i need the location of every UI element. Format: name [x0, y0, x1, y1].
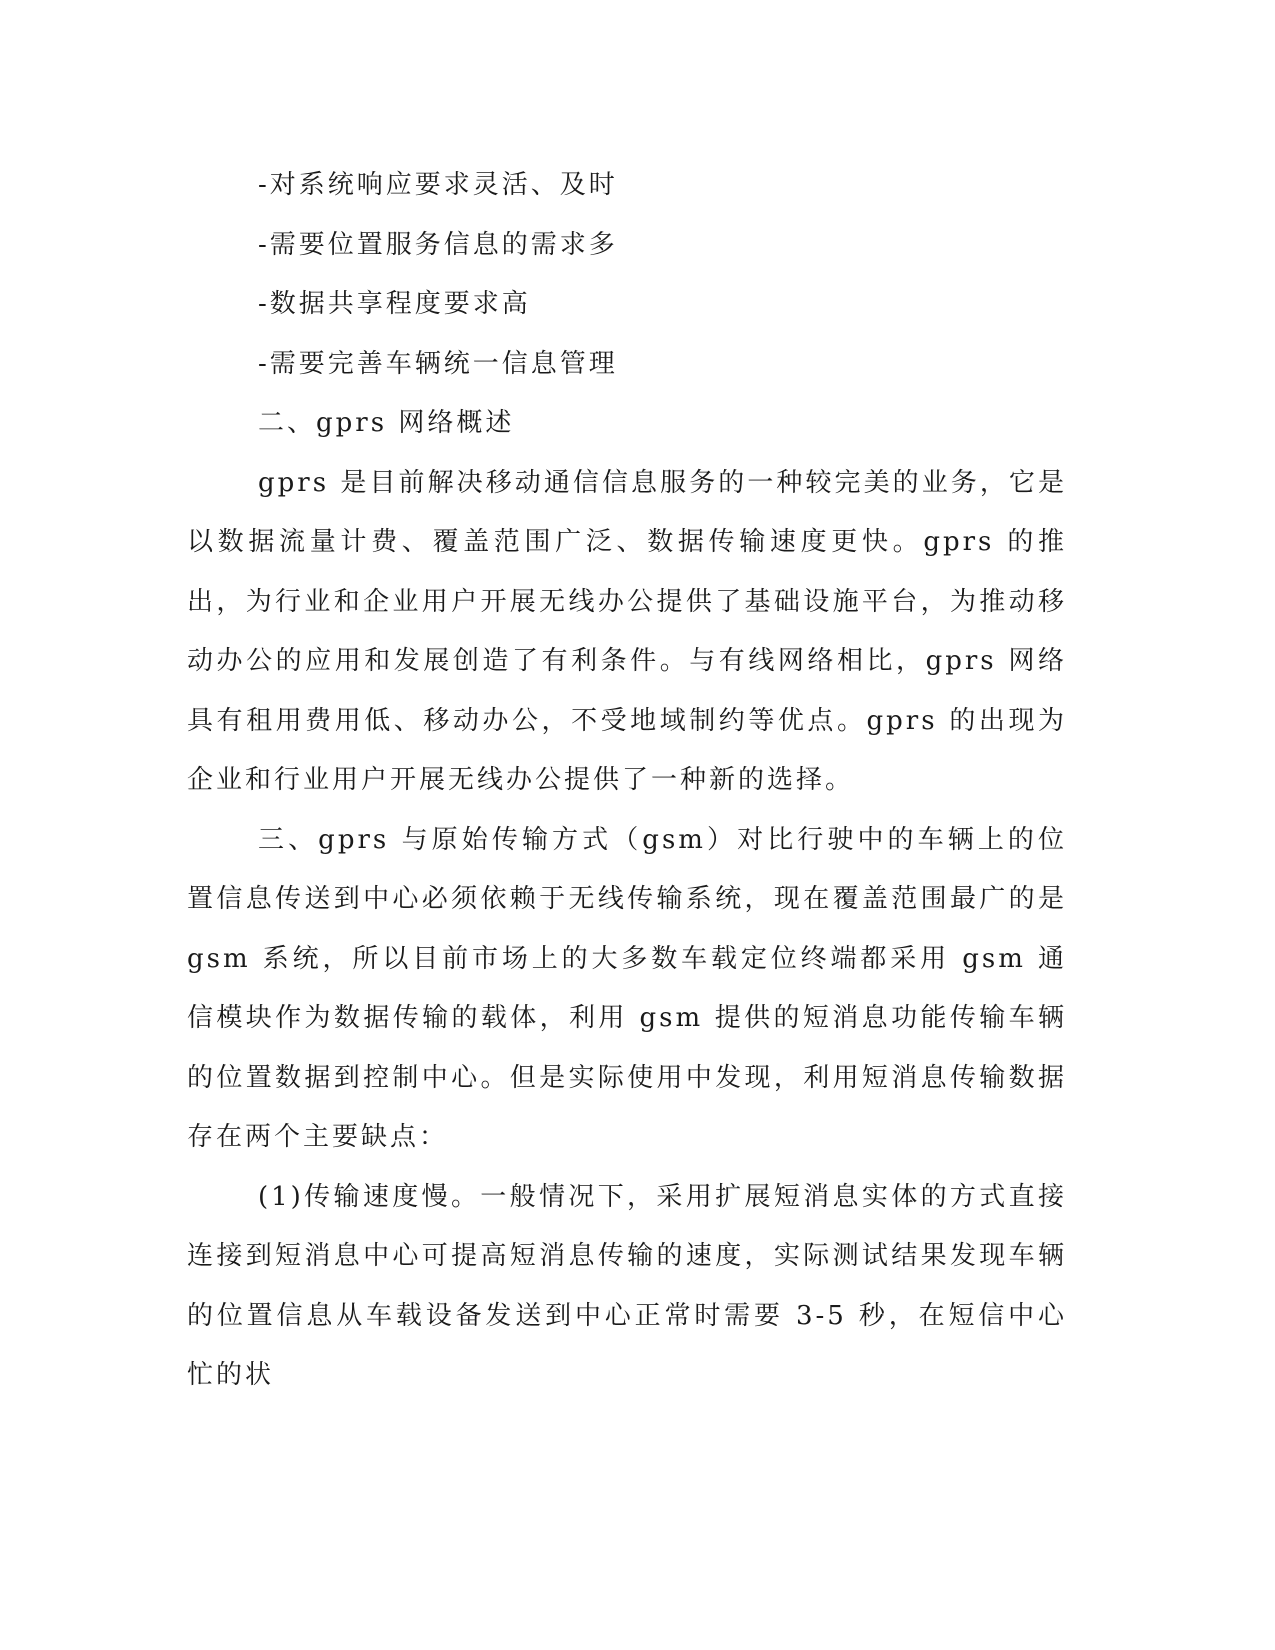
paragraph-gprs-overview: gprs 是目前解决移动通信信息服务的一种较完美的业务，它是以数据流量计费、覆盖范围广泛、数据传输速度更快。gprs 的推出，为行业和企业用户开展无线办公提供了基础设施平台，为推动移动办公的应用和发展创造了有利条件。与有线网络相比，gprs 网络具有租用费用低、移动办公，不受地域制约等优点。gprs 的出现为企业和行业用户开展无线办公提供了一种新的选择。 [187, 467, 1067, 795]
bullet-item-1: -对系统响应要求灵活、及时 [258, 170, 618, 200]
paragraph-slow-transmission: (1)传输速度慢。一般情况下，采用扩展短消息实体的方式直接连接到短消息中心可提高短消息传输的速度，实际测试结果发现车辆的位置信息从车载设备发送到中心正常时需要 3-5 秒，在短信中心忙的状 [187, 1181, 1067, 1390]
bullet-item-4: -需要完善车辆统一信息管理 [258, 348, 618, 379]
paragraph-gprs-vs-gsm: 三、gprs 与原始传输方式（gsm）对比行驶中的车辆上的位置信息传送到中心必须依赖于无线传输系统，现在覆盖范围最广的是 gsm 系统，所以目前市场上的大多数车载定位终端都采用 gsm 通信模块作为数据传输的载体，利用 gsm 提供的短消息功能传输车辆的位置数据到控制中心。但是实际使用中发现，利用短消息传输数据存在两个主要缺点： [187, 824, 1067, 1152]
bullet-item-3: -数据共享程度要求高 [258, 289, 531, 319]
section-heading-gprs-overview: 二、gprs 网络概述 [258, 408, 515, 438]
bullet-item-2: -需要位置服务信息的需求多 [258, 229, 618, 260]
document-body [187, 156, 1067, 1406]
